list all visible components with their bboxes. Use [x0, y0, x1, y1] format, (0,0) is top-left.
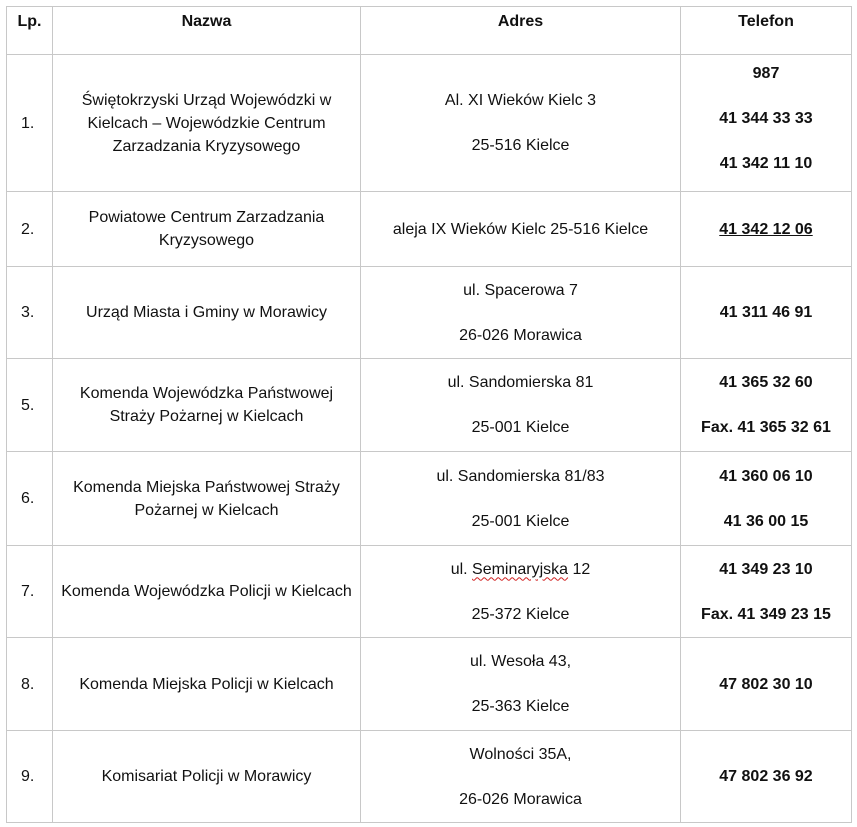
row-number: 6.	[7, 452, 53, 546]
row-number: 5.	[7, 359, 53, 452]
phone-number: 41 365 32 60	[719, 374, 813, 391]
institution-name: Komisariat Policji w Morawicy	[53, 731, 361, 823]
institution-name: Komenda Wojewódzka Policji w Kielcach	[53, 546, 361, 638]
row-number: 3.	[7, 267, 53, 359]
institution-name: Powiatowe Centrum Zarzadzania Kryzysowego	[53, 192, 361, 267]
phone-cell	[681, 359, 852, 452]
phone-number: 47 802 36 92	[719, 768, 813, 785]
fax-number: Fax. 41 349 23 15	[701, 605, 831, 623]
phone-number: 41 311 46 91	[719, 304, 813, 321]
address-cell	[361, 452, 681, 546]
address-city: 25-001 Kielce	[471, 512, 570, 530]
row-number: 8.	[7, 638, 53, 731]
phone-number: 41 360 06 10	[719, 467, 813, 485]
phone-cell	[681, 452, 852, 546]
phone-number: 41 342 11 10	[719, 154, 813, 172]
address-cell	[361, 192, 681, 267]
institution-name: Komenda Wojewódzka Państwowej Straży Pożarnej w Kielcach	[53, 359, 361, 452]
phone-cell	[681, 267, 852, 359]
address-city: 26-026 Morawica	[459, 326, 582, 344]
table-row	[7, 638, 852, 731]
address-cell	[361, 731, 681, 823]
row-number: 7.	[7, 546, 53, 638]
phone-number: 41 344 33 33	[719, 109, 813, 127]
address-street: ul. Sandomierska 81	[447, 374, 594, 391]
address-street: ul. Seminaryjska 12	[450, 560, 591, 578]
address-street: Al. XI Wieków Kielc 3	[444, 92, 597, 109]
address-city: 25-372 Kielce	[471, 605, 570, 623]
phone-number: 41 349 23 10	[719, 560, 813, 578]
phone-cell	[681, 192, 852, 267]
phone-link[interactable]: 41 342 12 06	[719, 220, 813, 238]
phone-cell	[681, 546, 852, 638]
address-cell	[361, 546, 681, 638]
address-street: aleja IX Wieków Kielc 25-516 Kielce	[392, 220, 649, 238]
address-city: 25-516 Kielce	[471, 137, 570, 154]
row-number: 9.	[7, 731, 53, 823]
phone-cell	[681, 55, 852, 192]
address-city: 25-363 Kielce	[471, 698, 570, 715]
phone-number: 41 36 00 15	[723, 512, 809, 530]
header-lp: Lp.	[7, 7, 53, 55]
phone-number: 47 802 30 10	[719, 675, 813, 693]
contacts-table	[6, 6, 852, 823]
header-address: Adres	[361, 7, 681, 55]
address-street: ul. Sandomierska 81/83	[436, 467, 605, 485]
address-city: 26-026 Morawica	[459, 790, 582, 808]
fax-number: Fax. 41 365 32 61	[701, 419, 831, 436]
row-number: 1.	[7, 55, 53, 192]
table-row	[7, 452, 852, 546]
address-cell	[361, 638, 681, 731]
phone-cell	[681, 638, 852, 731]
institution-name: Urząd Miasta i Gminy w Morawicy	[53, 267, 361, 359]
phone-cell	[681, 731, 852, 823]
institution-name: Komenda Miejska Policji w Kielcach	[53, 638, 361, 731]
table-row	[7, 359, 852, 452]
address-street: ul. Spacerowa 7	[463, 281, 578, 299]
header-name: Nazwa	[53, 7, 361, 55]
address-cell	[361, 359, 681, 452]
address-cell	[361, 55, 681, 192]
header-phone: Telefon	[681, 7, 852, 55]
institution-name: Komenda Miejska Państwowej Straży Pożarnej w Kielcach	[53, 452, 361, 546]
address-street: Wolności 35A,	[469, 745, 572, 763]
header-row	[7, 7, 852, 55]
spellcheck-word: Seminaryjska	[472, 560, 569, 578]
row-number: 2.	[7, 192, 53, 267]
table-row	[7, 192, 852, 267]
table-row	[7, 546, 852, 638]
table-row	[7, 55, 852, 192]
address-city: 25-001 Kielce	[471, 419, 570, 436]
phone-number: 987	[752, 64, 780, 82]
table-row	[7, 731, 852, 823]
address-street: ul. Wesoła 43,	[469, 653, 572, 670]
table-row	[7, 267, 852, 359]
address-cell	[361, 267, 681, 359]
institution-name: Świętokrzyski Urząd Wojewódzki w Kielcach – Wojewódzkie Centrum Zarzadzania Kryzysowego	[53, 55, 361, 192]
